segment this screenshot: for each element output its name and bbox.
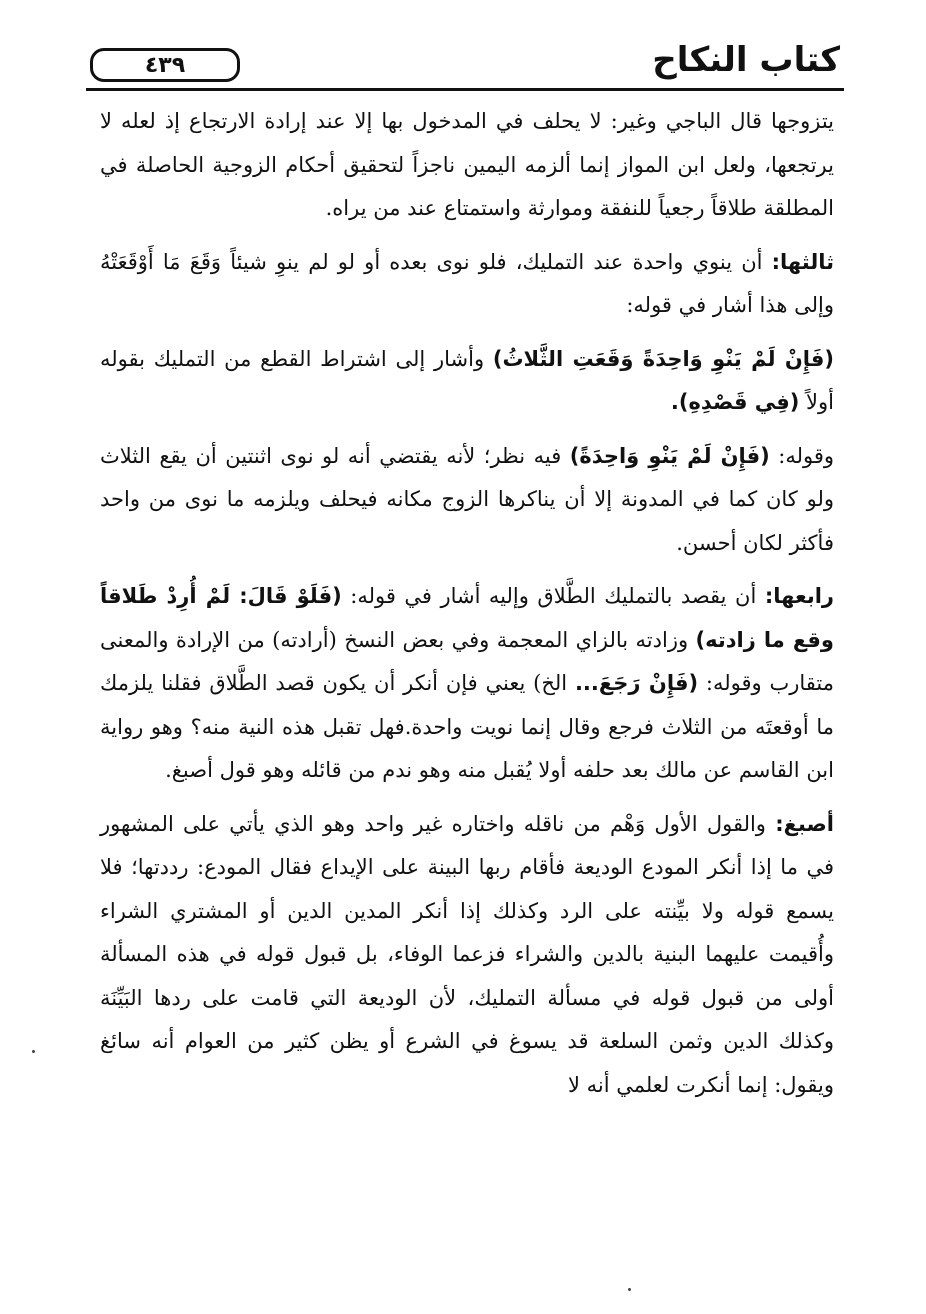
paragraph bbox=[100, 435, 834, 566]
paragraph-lead: أصبغ: bbox=[775, 811, 834, 836]
quoted-matn: (فِي قَصْدِهِ). bbox=[670, 390, 800, 414]
body-text-run: أن ينوي واحدة عند التمليك، فلو نوى بعده أو لو لم ينوِ شيئاً وَقَعَ مَا أَوْقَعَتْهُ وإلى هذا أشار في قوله: bbox=[100, 249, 834, 317]
header-rule bbox=[86, 88, 844, 91]
scan-speck bbox=[32, 1050, 35, 1053]
paragraph bbox=[100, 338, 834, 425]
paragraph bbox=[100, 100, 834, 231]
quoted-matn: (فَإِنْ لَمْ يَنْوِ وَاحِدَةً) bbox=[569, 443, 770, 468]
body-text-run: وزادته بالزاي المعجمة وفي بعض النسخ (أرادته) من الإرادة والمعنى متقارب وقوله: bbox=[100, 627, 834, 695]
page-number: ٤٣٩ bbox=[90, 48, 240, 82]
scan-speck bbox=[628, 1288, 631, 1291]
quoted-matn: (فَلَوْ قَالَ: لَمْ أُرِدْ طَلاقاً وقع ما زادته) bbox=[100, 584, 834, 652]
body-text-run: فيه نظر؛ لأنه يقتضي أنه لو نوى اثنتين أن يقع الثلاث ولو كان كما في المدونة إلا أن يناكرها الزوج مكانه فيحلف ويلزمه ما نوى من واحد فأكثر لكان أحسن. bbox=[100, 443, 834, 555]
quoted-matn: (فَإِنْ لَمْ يَنْوِ وَاحِدَةً وَقَعَتِ الثَّلاثُ) bbox=[492, 346, 834, 371]
body-text-run: وقوله: bbox=[769, 443, 835, 468]
paragraph-lead: رابعها: bbox=[764, 584, 834, 608]
body-text-run: الخ) يعني فإن أنكر أن يكون قصد الطَّلاق فقلنا يلزمك ما أوقعتَه من الثلاث فرجع وقال إنما نويت واحدة.فهل تقبل هذه النية منه؟ وهو رواية ابن القاسم عن مالك بعد حلفه أولا يُقبل منه وهو ندم من قائله وهو قول أصبغ. bbox=[100, 671, 834, 782]
book-title: كتاب النكاح bbox=[652, 40, 840, 80]
body-text-run: والقول الأول وَهْم من ناقله واختاره غير واحد وهو الذي يأتي على المشهور في ما إذا أنكر المودع الوديعة فأقام ربها البينة على الإيداع فقال المودع: رددتها؛ فلا يسمع قوله ولا بيِّنته على الرد وكذلك إذا أنكر المدين الدين أو المشتري الشراء وأُقيمت عليهما البنية بالدين والشراء فزعما الوفاء، بل قبول قوله في هذه المسألة أولى من قبول قوله في مسألة التمليك، لأن الوديعة التي قامت على ردها البَيِّنَة وكذلك الدين وثمن السلعة قد يسوغ في الشرع أو يظن كثير من العوام أنه سائغ ويقول: إنما أنكرت لعلمي أنه لا bbox=[100, 811, 834, 1097]
body-text-run: يتزوجها قال الباجي وغير: لا يحلف في المدخول بها إلا عند إرادة الارتجاع إذ لعله لا يرتجعها، ولعل ابن المواز إنما ألزمه اليمين ناجزاً لتحقيق أحكام الزوجية الحاصلة في المطلقة طلاقاً رجعياً للنفقة وموارثة واستمتاع عند من يراه. bbox=[100, 109, 834, 220]
quoted-matn: (فَإِنْ رَجَعَ... bbox=[574, 671, 699, 695]
paragraph bbox=[100, 575, 834, 793]
body-text-run: وأشار إلى اشتراط القطع من التمليك بقوله أولاً bbox=[100, 346, 834, 414]
page-header bbox=[86, 40, 844, 92]
paragraph bbox=[100, 803, 834, 1108]
paragraph-lead: ثالثها: bbox=[771, 249, 834, 274]
body-text bbox=[100, 100, 834, 1117]
paragraph bbox=[100, 241, 834, 328]
body-text-run: أن يقصد بالتمليك الطَّلاق وإليه أشار في قوله: bbox=[341, 584, 765, 608]
